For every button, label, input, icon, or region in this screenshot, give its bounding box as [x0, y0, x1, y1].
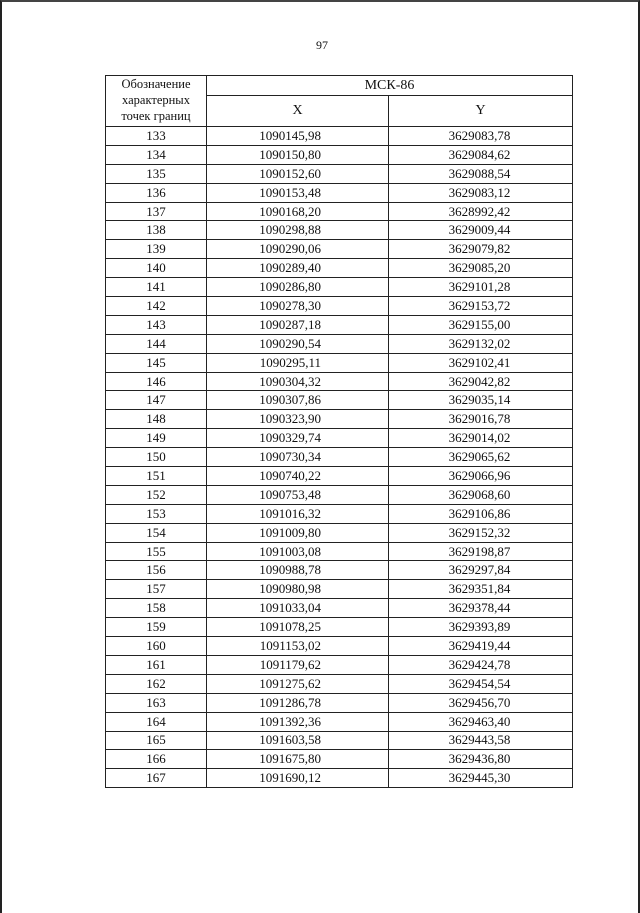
x-cell	[207, 637, 389, 656]
table-row	[106, 561, 573, 580]
y-coordinate: 3629101,28	[448, 279, 511, 295]
x-cell	[207, 599, 389, 618]
x-coordinate: 1090329,74	[259, 430, 321, 446]
table-row	[106, 183, 573, 202]
table-row	[106, 297, 573, 316]
point-id: 143	[106, 315, 207, 334]
point-id: 166	[106, 750, 207, 769]
y-coordinate: 3629084,62	[448, 146, 511, 162]
table-row	[106, 655, 573, 674]
x-cell	[207, 674, 389, 693]
point-id: 157	[106, 580, 207, 599]
x-cell	[207, 145, 389, 164]
y-cell	[389, 674, 573, 693]
y-cell	[389, 504, 573, 523]
point-id: 142	[106, 297, 207, 316]
x-cell	[207, 769, 389, 788]
x-coordinate: 1090286,80	[259, 279, 321, 295]
x-cell	[207, 297, 389, 316]
y-coordinate: 3628992,42	[448, 203, 511, 219]
x-coordinate: 1090150,80	[259, 146, 321, 162]
x-coordinate: 1090740,22	[259, 467, 321, 483]
x-coordinate: 1090295,11	[259, 354, 321, 370]
y-coordinate: 3629066,96	[448, 467, 511, 483]
table-row	[106, 315, 573, 334]
y-coordinate: 3629068,60	[448, 486, 511, 502]
table-row	[106, 372, 573, 391]
x-coordinate: 1090988,78	[259, 562, 321, 578]
point-id: 159	[106, 618, 207, 637]
y-cell	[389, 410, 573, 429]
x-cell	[207, 127, 389, 146]
y-cell	[389, 297, 573, 316]
point-id: 165	[106, 731, 207, 750]
y-coordinate: 3629443,58	[448, 732, 511, 748]
y-coordinate: 3629102,41	[448, 354, 511, 370]
y-coordinate: 3629297,84	[448, 562, 511, 578]
table-row	[106, 410, 573, 429]
x-cell	[207, 467, 389, 486]
x-coordinate: 1090153,48	[259, 184, 321, 200]
point-id: 161	[106, 655, 207, 674]
x-cell	[207, 183, 389, 202]
x-cell	[207, 693, 389, 712]
table-row	[106, 467, 573, 486]
x-coordinate: 1091078,25	[259, 619, 321, 635]
x-cell	[207, 485, 389, 504]
y-coordinate: 3629155,00	[448, 316, 511, 332]
table-row	[106, 485, 573, 504]
x-cell	[207, 580, 389, 599]
table-row	[106, 712, 573, 731]
table-row	[106, 202, 573, 221]
y-cell	[389, 372, 573, 391]
x-cell	[207, 618, 389, 637]
y-coordinate: 3629152,32	[448, 524, 511, 540]
y-coordinate: 3629436,80	[448, 751, 511, 767]
x-coordinate: 1090287,18	[259, 316, 321, 332]
point-id: 140	[106, 259, 207, 278]
x-coordinate: 1091179,62	[259, 656, 321, 672]
y-coordinate: 3629153,72	[448, 297, 511, 313]
y-coordinate: 3629106,86	[448, 505, 511, 521]
y-cell	[389, 467, 573, 486]
y-cell	[389, 391, 573, 410]
x-cell	[207, 278, 389, 297]
y-cell	[389, 485, 573, 504]
y-cell	[389, 145, 573, 164]
y-cell	[389, 693, 573, 712]
y-coordinate: 3629456,70	[448, 694, 511, 710]
y-coordinate: 3629419,44	[448, 637, 511, 653]
x-cell	[207, 221, 389, 240]
point-id: 139	[106, 240, 207, 259]
point-id: 154	[106, 523, 207, 542]
y-cell	[389, 655, 573, 674]
point-id: 151	[106, 467, 207, 486]
x-cell	[207, 164, 389, 183]
point-id: 133	[106, 127, 207, 146]
y-cell	[389, 750, 573, 769]
x-coordinate: 1090730,34	[259, 449, 321, 465]
x-cell	[207, 750, 389, 769]
y-cell	[389, 259, 573, 278]
y-cell	[389, 353, 573, 372]
x-coordinate: 1090304,32	[259, 373, 321, 389]
table-row	[106, 599, 573, 618]
table-row	[106, 580, 573, 599]
table-row	[106, 504, 573, 523]
x-cell	[207, 353, 389, 372]
table-row	[106, 523, 573, 542]
x-coordinate: 1090168,20	[259, 203, 321, 219]
point-id: 158	[106, 599, 207, 618]
x-coordinate: 1091153,02	[259, 637, 321, 653]
x-coordinate: 1090323,90	[259, 411, 321, 427]
y-coordinate: 3629079,82	[448, 241, 511, 257]
x-cell	[207, 504, 389, 523]
point-id: 138	[106, 221, 207, 240]
table-row	[106, 221, 573, 240]
x-cell	[207, 259, 389, 278]
table-row	[106, 145, 573, 164]
y-coordinate: 3629065,62	[448, 449, 511, 465]
table-row	[106, 164, 573, 183]
y-cell	[389, 278, 573, 297]
y-cell	[389, 334, 573, 353]
y-coordinate: 3629132,02	[448, 335, 511, 351]
table-row	[106, 750, 573, 769]
y-coordinate: 3629088,54	[448, 165, 511, 181]
y-coordinate: 3629463,40	[448, 713, 511, 729]
x-cell	[207, 712, 389, 731]
y-cell	[389, 712, 573, 731]
x-cell	[207, 448, 389, 467]
y-cell	[389, 542, 573, 561]
point-id: 135	[106, 164, 207, 183]
point-id: 164	[106, 712, 207, 731]
x-cell	[207, 561, 389, 580]
y-coordinate: 3629198,87	[448, 543, 511, 559]
y-coordinate: 3629016,78	[448, 411, 511, 427]
y-cell	[389, 183, 573, 202]
y-coordinate: 3629445,30	[448, 770, 511, 786]
point-id: 141	[106, 278, 207, 297]
point-id: 145	[106, 353, 207, 372]
point-id: 150	[106, 448, 207, 467]
point-id: 153	[106, 504, 207, 523]
y-coordinate: 3629083,78	[448, 127, 511, 143]
point-id: 162	[106, 674, 207, 693]
y-cell	[389, 240, 573, 259]
x-cell	[207, 523, 389, 542]
y-cell	[389, 429, 573, 448]
x-cell	[207, 334, 389, 353]
point-id: 148	[106, 410, 207, 429]
y-cell	[389, 523, 573, 542]
point-id: 137	[106, 202, 207, 221]
x-coordinate: 1091003,08	[259, 543, 321, 559]
table-row	[106, 693, 573, 712]
x-cell	[207, 391, 389, 410]
table-row	[106, 429, 573, 448]
y-cell	[389, 315, 573, 334]
x-coordinate: 1090290,06	[259, 241, 321, 257]
x-coordinate: 1091275,62	[259, 675, 321, 691]
point-id: 136	[106, 183, 207, 202]
x-cell	[207, 429, 389, 448]
y-cell	[389, 561, 573, 580]
x-cell	[207, 202, 389, 221]
x-cell	[207, 315, 389, 334]
y-coordinate: 3629393,89	[448, 619, 511, 635]
x-coordinate: 1090298,88	[259, 222, 321, 238]
y-coordinate: 3629009,44	[448, 222, 511, 238]
y-coordinate: 3629378,44	[448, 600, 511, 616]
y-coordinate: 3629083,12	[448, 184, 511, 200]
x-coordinate: 1090307,86	[259, 392, 321, 408]
table-row	[106, 674, 573, 693]
y-cell	[389, 221, 573, 240]
x-cell	[207, 655, 389, 674]
table-row	[106, 542, 573, 561]
y-coordinate: 3629351,84	[448, 581, 511, 597]
table-row	[106, 334, 573, 353]
point-id: 147	[106, 391, 207, 410]
table-body	[106, 127, 573, 788]
point-id: 134	[106, 145, 207, 164]
point-id: 156	[106, 561, 207, 580]
coordinates-table	[105, 75, 573, 788]
table-row	[106, 637, 573, 656]
y-coordinate: 3629042,82	[448, 373, 511, 389]
x-coordinate: 1091603,58	[259, 732, 321, 748]
x-coordinate: 1090278,30	[259, 297, 321, 313]
table-row	[106, 240, 573, 259]
y-cell	[389, 127, 573, 146]
x-cell	[207, 410, 389, 429]
x-cell	[207, 542, 389, 561]
y-coordinate: 3629454,54	[448, 675, 511, 691]
y-coordinate: 3629014,02	[448, 430, 511, 446]
y-cell	[389, 448, 573, 467]
y-cell	[389, 202, 573, 221]
y-cell	[389, 637, 573, 656]
x-coordinate: 1090290,54	[259, 335, 321, 351]
x-cell	[207, 372, 389, 391]
x-coordinate: 1090753,48	[259, 486, 321, 502]
header-designation: Обозначение характерных точек границ	[106, 76, 207, 127]
table-row	[106, 618, 573, 637]
table-row	[106, 769, 573, 788]
x-cell	[207, 240, 389, 259]
x-coordinate: 1091286,78	[259, 694, 321, 710]
x-coordinate: 1091675,80	[259, 751, 321, 767]
y-cell	[389, 580, 573, 599]
table-row	[106, 127, 573, 146]
x-coordinate: 1091033,04	[259, 600, 321, 616]
y-cell	[389, 618, 573, 637]
point-id: 146	[106, 372, 207, 391]
x-coordinate: 1090980,98	[259, 581, 321, 597]
header-coordinate-system: МСК-86	[207, 76, 573, 96]
y-cell	[389, 731, 573, 750]
point-id: 155	[106, 542, 207, 561]
x-coordinate: 1091392,36	[259, 713, 321, 729]
x-cell	[207, 731, 389, 750]
point-id: 160	[106, 637, 207, 656]
point-id: 167	[106, 769, 207, 788]
table-row	[106, 731, 573, 750]
point-id: 152	[106, 485, 207, 504]
x-coordinate: 1091690,12	[259, 770, 321, 786]
y-cell	[389, 599, 573, 618]
y-cell	[389, 769, 573, 788]
header-y: Y	[389, 96, 573, 127]
table-row	[106, 259, 573, 278]
point-id: 149	[106, 429, 207, 448]
table-row	[106, 353, 573, 372]
point-id: 163	[106, 693, 207, 712]
y-coordinate: 3629424,78	[448, 656, 511, 672]
x-coordinate: 1090289,40	[259, 260, 321, 276]
y-coordinate: 3629035,14	[448, 392, 511, 408]
y-cell	[389, 164, 573, 183]
x-coordinate: 1091009,80	[259, 524, 321, 540]
x-coordinate: 1091016,32	[259, 505, 321, 521]
x-coordinate: 1090152,60	[259, 165, 321, 181]
header-x: X	[207, 96, 389, 127]
y-coordinate: 3629085,20	[448, 260, 511, 276]
x-coordinate: 1090145,98	[259, 127, 321, 143]
point-id: 144	[106, 334, 207, 353]
table-row	[106, 448, 573, 467]
table-row	[106, 278, 573, 297]
page-number: 97	[316, 38, 328, 52]
table-row	[106, 391, 573, 410]
